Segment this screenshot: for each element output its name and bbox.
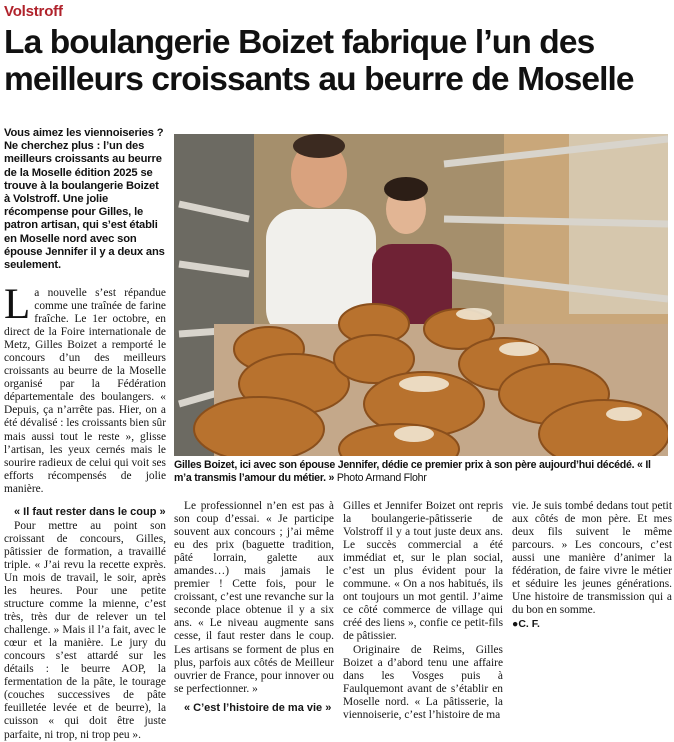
- article-column-4: [512, 500, 672, 631]
- drop-cap: L: [4, 281, 31, 328]
- section-kicker: Volstroff: [4, 3, 63, 20]
- article-column-3: [343, 500, 503, 722]
- lead-paragraph: [4, 281, 166, 496]
- standfirst: Vous aimez les viennoiseries ? Ne cherchez plus : l’un des meilleurs croissants au beurre de la Moselle édition 2025 se trouve à la boulangerie Boizet à Volstroff. Une jolie récompense pour Gilles, le patron artisan, qui s’est établi en Moselle nord avec son épouse Jennifer il y a deux ans seulement.: [4, 127, 165, 272]
- article-photo: [174, 134, 668, 456]
- body-paragraph-4: Originaire de Reims, Gilles Boizet a d’abord tenu une affaire dans les Vosges puis à Faulquemont avant de s’établir en Moselle nord. « La pâtisserie, la viennoiserie, c’est l’histoire de ma: [343, 643, 503, 721]
- subheading-1: « Il faut rester dans le coup »: [14, 505, 166, 518]
- photo-credit: Photo Armand Flohr: [336, 472, 427, 484]
- lead-text: a nouvelle s’est répandue comme une traînée de farine fraîche. Le 1er octobre, en direct de la Foire internationale de Metz, Gilles Boizet a remporté le concours d’un des meilleurs croissants au beurre de la Moselle organisé par la Fédération départementale des boulangers. « Depuis, ça n’arrête pas. Hier, on a été dévalisé : les croissants bien sûr mais aussi tout le reste », glisse l’artisan, les yeux cernés mais le sourire radieux de celui qui voit ses efforts récompensés de jolie manière.: [4, 287, 166, 495]
- body-paragraph-4: vie. Je suis tombé dedans tout petit aux côtés de mon père. Et mes deux fils suivent le même parcours. » Les concours, c’est aussi une manière d’animer la fédération, de faire vivre le métier et séduire les jeunes générations. Une histoire de transmission qui a du bon en somme.: [512, 500, 672, 617]
- photo-caption: [174, 459, 670, 485]
- body-paragraph-1: Pour mettre au point son croissant de concours, Gilles, pâtissier de formation, a travaillé triple. « J’ai revu la recette exprès. Un mois de travail, le soir, après les heures. Pour une petite structure comme la mienne, c’est très, très dur de relever un tel challenge. » Mais il l’a fait, avec le cœur et la manière. Le jury du concours s’est attardé sur les détails : le beurre AOP, la fermentation de la pâte, le tourage (couches successives de pâte feuilletée levée et de beurre), la cuisson « qui doit être juste parfaite, ni trop, ni trop peu ».: [4, 519, 166, 741]
- body-paragraph-3: Gilles et Jennifer Boizet ont repris la boulangerie-pâtisserie de Volstroff il y a tout juste deux ans. Le succès commercial a été immédiat et, sur le plan social, c’est un plus évident pour la commune. « On a nos habitués, ils ont toujours un mot gentil. J’aime ce côté commerce de village qui créé des liens », confie ce petit-fils de pâtissier.: [343, 500, 503, 643]
- caption-text: Gilles Boizet, ici avec son épouse Jennifer, dédie ce premier prix à son père aujourd’hui décédé. « Il m’a transmis l’amour du métier. »: [174, 459, 651, 484]
- article-column-2: [174, 500, 334, 716]
- article-column-1: [4, 281, 166, 742]
- bakery-photo-illustration: [174, 134, 668, 456]
- author-signature: ●C. F.: [512, 618, 540, 631]
- headline: La boulangerie Boizet fabrique l’un des meilleurs croissants au beurre de Moselle: [4, 24, 634, 98]
- body-paragraph-2: Le professionnel n’en est pas à son coup d’essai. « Je participe souvent aux concours ; j’ai même eu des prix (baguette tradition, pâté lorrain, galette aux amandes…) mais jamais le premier ! Cette fois, pour le croissant, c’est une revanche sur la seconde place obtenue il y a six ans. « Le niveau augmente sans cesse, il faut rester dans le coup. Les artisans se forment de plus en plus, parfois aux côtés de Meilleur ouvrier de France, pour innover ou se perfectionner. »: [174, 500, 334, 695]
- subheading-2: « C’est l’histoire de ma vie »: [184, 701, 332, 714]
